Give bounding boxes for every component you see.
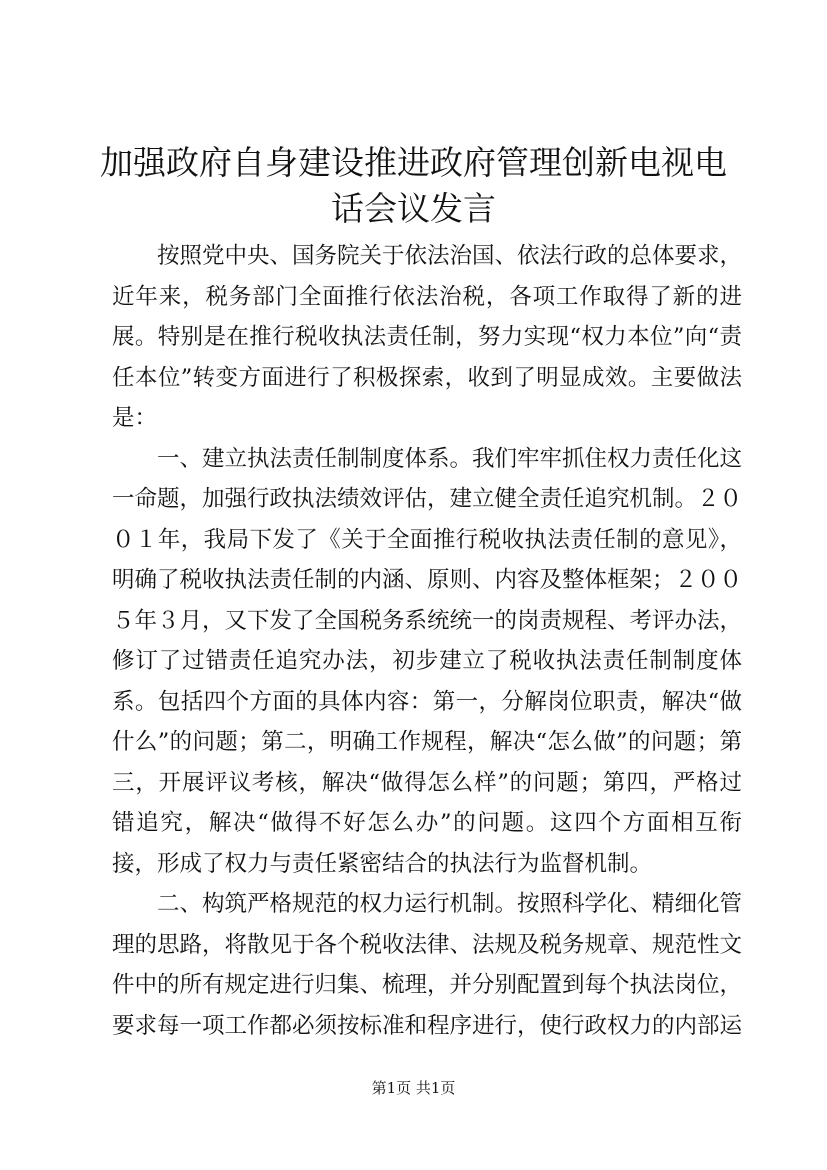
document-title: 加强政府自身建设推进政府管理创新电视电话会议发言 — [100, 143, 727, 228]
paragraph-intro: 按照党中央、国务院关于依法治国、依法行政的总体要求，近年来，税务部门全面推行依法治税，各项工作取得了新的进展。特别是在推行税收执法责任制，努力实现“权力本位”向“责任本位”转变方面进行了积极探索，收到了明显成效。主要做法是： — [112, 243, 743, 431]
paragraph-section-1: 一、建立执法责任制制度体系。我们牢牢抓住权力责任化这一命题，加强行政执法绩效评估，建立健全责任追究机制。２００１年，我局下发了《关于全面推行税收执法责任制的意见》，明确了税收执法责任制的内涵、原则、内容及整体框架；２００５年３月，又下发了全国税务系统统一的岗责规程、考评办法，修订了过错责任追究办法，初步建立了税收执法责任制制度体系。包括四个方面的具体内容：第一，分解岗位职责，解决“做什么”的问题；第二，明确工作规程，解决“怎么做”的问题；第三，开展评议考核，解决“做得怎么样”的问题；第四，严格过错追究，解决“做得不好怎么办”的问题。这四个方面相互衔接，形成了权力与责任紧密结合的执法行为监督机制。 — [112, 445, 743, 877]
paragraph-section-2: 二、构筑严格规范的权力运行机制。按照科学化、精细化管理的思路，将散见于各个税收法律、法规及税务规章、规范性文件中的所有规定进行归集、梳理，并分别配置到每个执法岗位，要求每一项工作都必须按标准和程序进行，使行政权力的内部运 — [112, 891, 743, 1039]
document-body — [112, 236, 742, 1046]
page-number-footer: 第1页 共1页 — [371, 1079, 456, 1097]
